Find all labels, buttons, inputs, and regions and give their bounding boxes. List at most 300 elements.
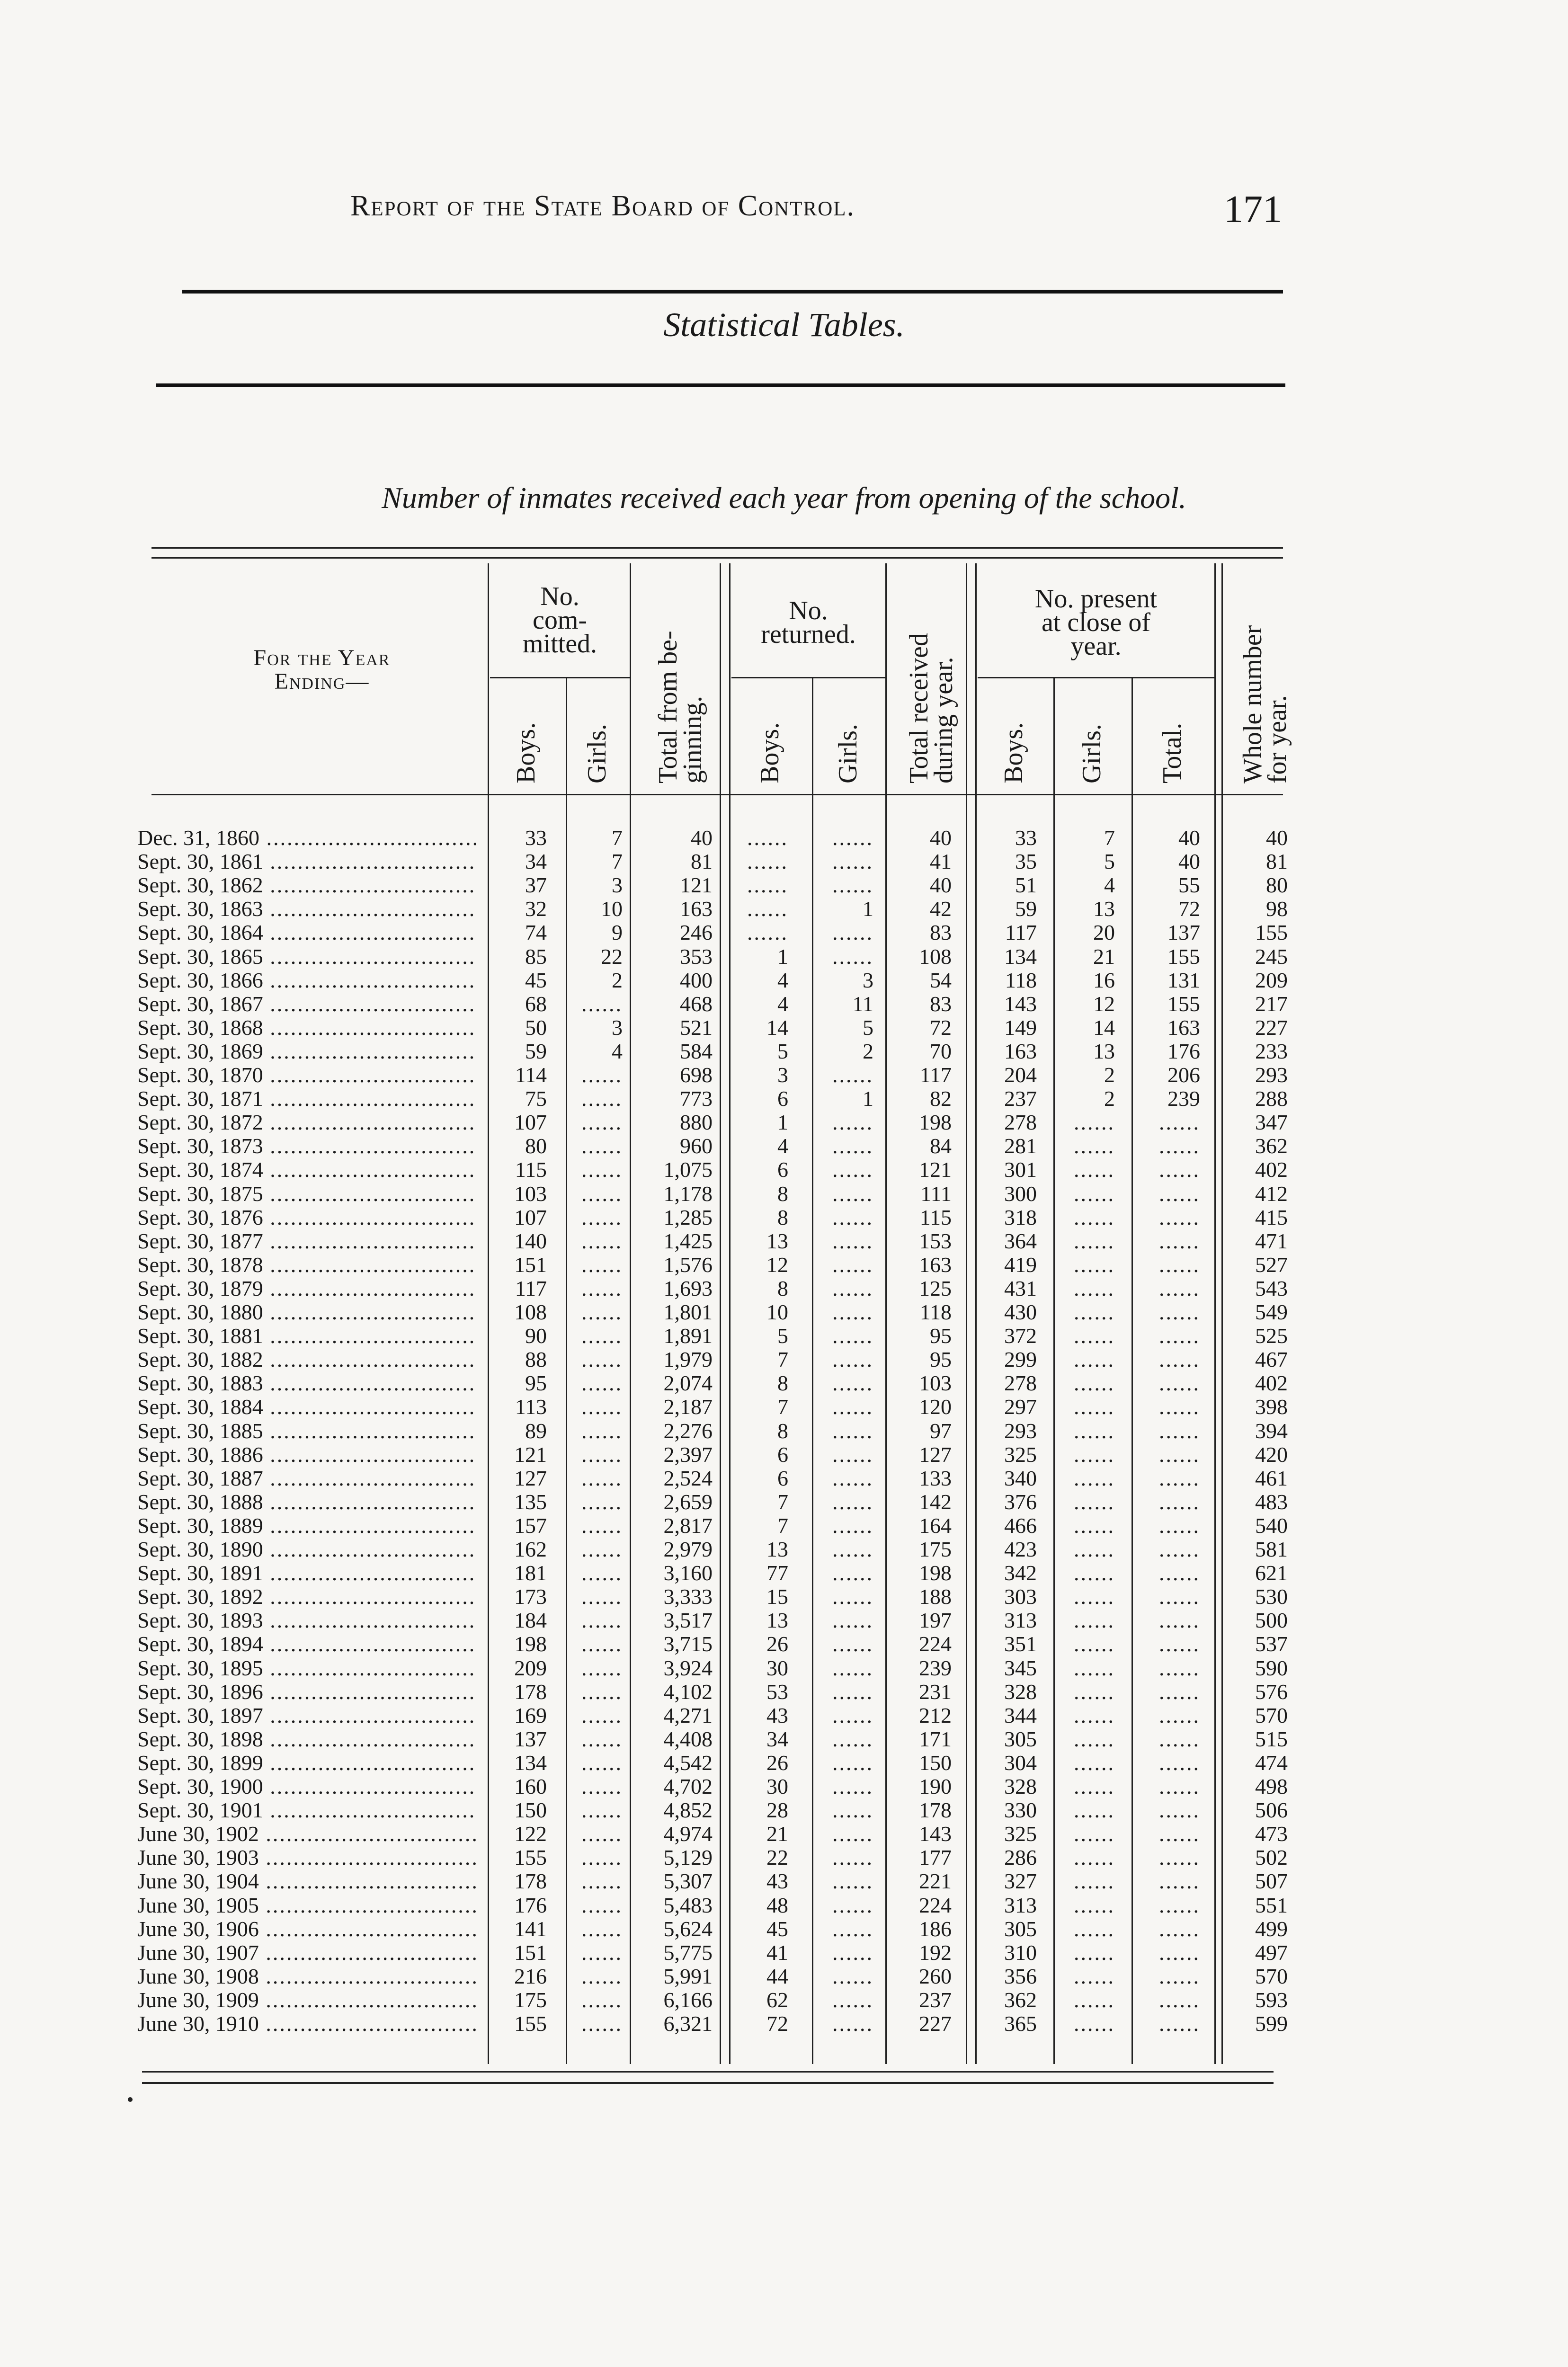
cell-whole-number: 581 bbox=[1255, 1537, 1288, 1561]
cell-committed-boys: 181 bbox=[514, 1561, 547, 1585]
cell-committed-girls: ...... bbox=[581, 1822, 623, 1846]
table-row bbox=[0, 1277, 1568, 1300]
cell-committed-boys: 107 bbox=[514, 1110, 547, 1135]
cell-returned-boys: 5 bbox=[777, 1039, 788, 1063]
cell-committed-boys: 90 bbox=[525, 1324, 547, 1348]
table-row bbox=[0, 1894, 1568, 1917]
cell-present-total: ...... bbox=[1159, 1822, 1200, 1846]
cell-present-girls: ...... bbox=[1074, 1774, 1115, 1798]
cell-committed-boys: 175 bbox=[514, 1987, 547, 2012]
cell-committed-boys: 121 bbox=[514, 1442, 547, 1467]
cell-present-boys: 303 bbox=[1004, 1584, 1037, 1609]
cell-returned-girls: ...... bbox=[832, 1324, 873, 1348]
cell-committed-girls: ...... bbox=[581, 1300, 623, 1324]
cell-present-total: 131 bbox=[1167, 968, 1200, 992]
cell-present-total: ...... bbox=[1159, 1561, 1200, 1585]
cell-whole-number: 155 bbox=[1255, 920, 1288, 945]
cell-committed-girls: ...... bbox=[581, 1181, 623, 1206]
table-row bbox=[0, 1134, 1568, 1158]
cell-year-ending: Sept. 30, 1872 ..... bbox=[137, 1111, 476, 1134]
cell-returned-boys: 6 bbox=[777, 1086, 788, 1111]
cell-present-boys: 327 bbox=[1004, 1869, 1037, 1894]
cell-year-ending: Sept. 30, 1881 ..... bbox=[137, 1324, 476, 1348]
table-row bbox=[0, 1561, 1568, 1585]
header-whole-line1: Whole number bbox=[1238, 625, 1267, 783]
header-committed-boys: Boys. bbox=[511, 722, 541, 783]
cell-present-total: ...... bbox=[1159, 1869, 1200, 1894]
cell-present-girls: ...... bbox=[1074, 1228, 1115, 1253]
cell-returned-girls: ...... bbox=[832, 1655, 873, 1680]
cell-whole-number: 40 bbox=[1266, 826, 1288, 850]
cell-present-girls: ...... bbox=[1074, 1157, 1115, 1182]
cell-present-total: ...... bbox=[1159, 1774, 1200, 1798]
cell-committed-girls: 4 bbox=[612, 1039, 623, 1063]
header-part-3: State Board of Control. bbox=[534, 190, 855, 222]
cell-returned-girls: ...... bbox=[832, 1181, 873, 1206]
cell-present-girls: ...... bbox=[1074, 1940, 1115, 1965]
cell-returned-boys: 62 bbox=[766, 1987, 788, 2012]
cell-present-total: ...... bbox=[1159, 1537, 1200, 1561]
cell-year-ending: June 30, 1902 ..... bbox=[137, 1822, 476, 1846]
table-row bbox=[0, 1040, 1568, 1063]
cell-year-ending: June 30, 1903 ..... bbox=[137, 1846, 476, 1869]
cell-year-ending: Sept. 30, 1865 ..... bbox=[137, 945, 476, 969]
cell-returned-boys: 21 bbox=[766, 1822, 788, 1846]
cell-present-girls: ...... bbox=[1074, 1987, 1115, 2012]
cell-whole-number: 362 bbox=[1255, 1134, 1288, 1158]
table-row bbox=[0, 1395, 1568, 1419]
cell-present-girls: ...... bbox=[1074, 1822, 1115, 1846]
header-total-received-line2: during year. bbox=[929, 657, 958, 783]
cell-year-ending: Sept. 30, 1879 ..... bbox=[137, 1277, 476, 1300]
cell-present-boys: 59 bbox=[1015, 897, 1037, 921]
cell-present-girls: ...... bbox=[1074, 1561, 1115, 1585]
cell-present-boys: 313 bbox=[1004, 1893, 1037, 1917]
cell-present-boys: 118 bbox=[1005, 968, 1037, 992]
cell-committed-girls: ...... bbox=[581, 1489, 623, 1514]
cell-committed-girls: ...... bbox=[581, 1655, 623, 1680]
returned-subrule bbox=[731, 677, 885, 678]
page-number: 171 bbox=[1224, 187, 1282, 231]
cell-total-from-beginning: 880 bbox=[680, 1110, 713, 1135]
cell-returned-girls: ...... bbox=[832, 1371, 873, 1396]
header-returned-boys: Boys. bbox=[755, 722, 784, 783]
cell-committed-boys: 127 bbox=[514, 1466, 547, 1490]
cell-total-from-beginning: 1,576 bbox=[663, 1252, 713, 1277]
table-row bbox=[0, 1490, 1568, 1514]
cell-present-girls: ...... bbox=[1074, 1655, 1115, 1680]
cell-whole-number: 537 bbox=[1255, 1632, 1288, 1656]
cell-year-ending: Sept. 30, 1861 ..... bbox=[137, 850, 476, 873]
cell-committed-girls: 10 bbox=[601, 897, 623, 921]
cell-committed-girls: ...... bbox=[581, 1561, 623, 1585]
cell-total-received: 197 bbox=[919, 1608, 952, 1633]
cell-present-boys: 325 bbox=[1004, 1442, 1037, 1467]
cell-total-received: 41 bbox=[930, 849, 952, 874]
cell-committed-boys: 151 bbox=[514, 1252, 547, 1277]
cell-total-from-beginning: 3,715 bbox=[663, 1632, 713, 1656]
cell-present-total: 72 bbox=[1178, 897, 1200, 921]
cell-total-from-beginning: 2,397 bbox=[663, 1442, 713, 1467]
cell-committed-girls: ...... bbox=[581, 1276, 623, 1300]
cell-present-total: ...... bbox=[1159, 1679, 1200, 1704]
cell-present-total: ...... bbox=[1159, 1252, 1200, 1277]
cell-returned-girls: ...... bbox=[832, 1798, 873, 1823]
cell-returned-boys: 8 bbox=[777, 1181, 788, 1206]
header-committed-line2: com- bbox=[532, 605, 588, 635]
cell-whole-number: 412 bbox=[1255, 1181, 1288, 1206]
cell-total-received: 84 bbox=[930, 1134, 952, 1158]
cell-total-from-beginning: 5,991 bbox=[663, 1964, 713, 1988]
cell-returned-boys: 48 bbox=[766, 1893, 788, 1917]
cell-committed-girls: ...... bbox=[581, 1726, 623, 1751]
cell-total-from-beginning: 960 bbox=[680, 1134, 713, 1158]
cell-total-received: 125 bbox=[919, 1276, 952, 1300]
cell-committed-girls: ...... bbox=[581, 1371, 623, 1396]
cell-total-received: 127 bbox=[919, 1442, 952, 1467]
table-row bbox=[0, 1585, 1568, 1609]
header-present-line2: at close of bbox=[1041, 608, 1151, 637]
cell-total-received: 221 bbox=[919, 1869, 952, 1894]
cell-whole-number: 540 bbox=[1255, 1513, 1288, 1538]
cell-year-ending: June 30, 1907 ..... bbox=[137, 1941, 476, 1965]
header-total-received bbox=[904, 633, 958, 783]
cell-committed-boys: 45 bbox=[525, 968, 547, 992]
committed-subrule bbox=[490, 677, 630, 678]
cell-whole-number: 570 bbox=[1255, 1964, 1288, 1988]
cell-returned-boys: 45 bbox=[766, 1916, 788, 1941]
header-total-from-beginning bbox=[653, 631, 707, 783]
cell-returned-girls: ...... bbox=[832, 1845, 873, 1870]
cell-committed-girls: ...... bbox=[581, 1063, 623, 1087]
section-rule bbox=[156, 383, 1285, 387]
cell-present-total: 176 bbox=[1167, 1039, 1200, 1063]
cell-total-from-beginning: 246 bbox=[680, 920, 713, 945]
cell-total-from-beginning: 4,271 bbox=[663, 1703, 713, 1727]
table-row bbox=[0, 921, 1568, 944]
cell-present-total: ...... bbox=[1159, 1632, 1200, 1656]
cell-present-boys: 237 bbox=[1004, 1086, 1037, 1111]
cell-total-from-beginning: 3,333 bbox=[663, 1584, 713, 1609]
cell-returned-boys: 6 bbox=[777, 1442, 788, 1467]
cell-year-ending: Sept. 30, 1890 ..... bbox=[137, 1538, 476, 1561]
cell-whole-number: 502 bbox=[1255, 1845, 1288, 1870]
cell-year-ending: Sept. 30, 1874 ..... bbox=[137, 1158, 476, 1182]
cell-committed-girls: ...... bbox=[581, 1632, 623, 1656]
cell-returned-girls: ...... bbox=[832, 1584, 873, 1609]
cell-whole-number: 245 bbox=[1255, 944, 1288, 969]
cell-returned-girls: ...... bbox=[832, 1964, 873, 1988]
cell-year-ending: Sept. 30, 1864 ..... bbox=[137, 921, 476, 944]
cell-present-total: ...... bbox=[1159, 1371, 1200, 1396]
cell-returned-girls: ...... bbox=[832, 1442, 873, 1467]
cell-committed-boys: 155 bbox=[514, 2011, 547, 2036]
cell-whole-number: 549 bbox=[1255, 1300, 1288, 1324]
cell-returned-boys: 4 bbox=[777, 968, 788, 992]
header-present-line1: No. present bbox=[1034, 584, 1158, 614]
section-title: Statistical Tables. bbox=[663, 306, 905, 344]
cell-present-total: ...... bbox=[1159, 1584, 1200, 1609]
cell-whole-number: 599 bbox=[1255, 2011, 1288, 2036]
cell-total-from-beginning: 6,321 bbox=[663, 2011, 713, 2036]
cell-committed-girls: ...... bbox=[581, 1347, 623, 1372]
table-row bbox=[0, 1727, 1568, 1751]
cell-present-girls: 5 bbox=[1104, 849, 1115, 874]
cell-present-girls: ...... bbox=[1074, 1395, 1115, 1419]
cell-committed-boys: 178 bbox=[514, 1679, 547, 1704]
cell-returned-girls: ...... bbox=[832, 1537, 873, 1561]
cell-year-ending: Sept. 30, 1887 ..... bbox=[137, 1467, 476, 1490]
cell-present-girls: ...... bbox=[1074, 1347, 1115, 1372]
cell-total-from-beginning: 81 bbox=[691, 849, 713, 874]
header-returned-line1: No. bbox=[789, 596, 828, 625]
cell-year-ending: Sept. 30, 1899 ..... bbox=[137, 1751, 476, 1775]
table-row bbox=[0, 1111, 1568, 1134]
table-row bbox=[0, 1751, 1568, 1775]
cell-committed-girls: ...... bbox=[581, 1324, 623, 1348]
cell-present-boys: 466 bbox=[1004, 1513, 1037, 1538]
cell-returned-boys: ...... bbox=[747, 849, 788, 874]
cell-committed-girls: 9 bbox=[612, 920, 623, 945]
cell-total-from-beginning: 6,166 bbox=[663, 1987, 713, 2012]
cell-total-from-beginning: 1,425 bbox=[663, 1228, 713, 1253]
cell-year-ending: Sept. 30, 1898 ..... bbox=[137, 1727, 476, 1751]
cell-total-received: 42 bbox=[930, 897, 952, 921]
cell-whole-number: 576 bbox=[1255, 1679, 1288, 1704]
cell-present-girls: ...... bbox=[1074, 1466, 1115, 1490]
cell-total-from-beginning: 4,408 bbox=[663, 1726, 713, 1751]
cell-total-from-beginning: 163 bbox=[680, 897, 713, 921]
cell-year-ending: Sept. 30, 1889 ..... bbox=[137, 1514, 476, 1538]
cell-total-received: 115 bbox=[919, 1205, 952, 1229]
cell-committed-girls: 22 bbox=[601, 944, 623, 969]
cell-whole-number: 497 bbox=[1255, 1940, 1288, 1965]
cell-year-ending: Sept. 30, 1885 ..... bbox=[137, 1419, 476, 1443]
cell-total-received: 118 bbox=[919, 1300, 952, 1324]
table-row bbox=[0, 1941, 1568, 1965]
header-whole-number bbox=[1240, 625, 1290, 783]
cell-present-boys: 345 bbox=[1004, 1655, 1037, 1680]
cell-present-girls: 2 bbox=[1104, 1086, 1115, 1111]
cell-present-total: ...... bbox=[1159, 1134, 1200, 1158]
cell-returned-girls: ...... bbox=[832, 1228, 873, 1253]
cell-present-boys: 313 bbox=[1004, 1608, 1037, 1633]
cell-total-from-beginning: 2,817 bbox=[663, 1513, 713, 1538]
cell-present-boys: 286 bbox=[1004, 1845, 1037, 1870]
cell-present-boys: 376 bbox=[1004, 1489, 1037, 1514]
cell-committed-girls: ...... bbox=[581, 1110, 623, 1135]
cell-year-ending: Dec. 31, 1860 ..... bbox=[137, 826, 476, 850]
cell-present-boys: 134 bbox=[1004, 944, 1037, 969]
cell-committed-boys: 157 bbox=[514, 1513, 547, 1538]
cell-committed-boys: 108 bbox=[514, 1300, 547, 1324]
cell-whole-number: 420 bbox=[1255, 1442, 1288, 1467]
cell-present-girls: ...... bbox=[1074, 1916, 1115, 1941]
cell-committed-boys: 160 bbox=[514, 1774, 547, 1798]
header-year-line1: For the Year bbox=[253, 645, 391, 670]
cell-total-from-beginning: 584 bbox=[680, 1039, 713, 1063]
table-row bbox=[0, 1775, 1568, 1798]
cell-committed-girls: ...... bbox=[581, 1869, 623, 1894]
cell-total-from-beginning: 353 bbox=[680, 944, 713, 969]
cell-present-boys: 293 bbox=[1004, 1418, 1037, 1443]
cell-present-total: ...... bbox=[1159, 1608, 1200, 1633]
cell-present-girls: ...... bbox=[1074, 2011, 1115, 2036]
running-header bbox=[350, 189, 855, 223]
cell-present-girls: ...... bbox=[1074, 1205, 1115, 1229]
cell-year-ending: Sept. 30, 1867 ..... bbox=[137, 992, 476, 1016]
cell-total-received: 72 bbox=[930, 1015, 952, 1040]
cell-committed-girls: ...... bbox=[581, 1513, 623, 1538]
cell-returned-girls: ...... bbox=[832, 1347, 873, 1372]
cell-present-boys: 281 bbox=[1004, 1134, 1037, 1158]
cell-year-ending: Sept. 30, 1870 ..... bbox=[137, 1063, 476, 1087]
cell-present-boys: 328 bbox=[1004, 1679, 1037, 1704]
cell-total-received: 239 bbox=[919, 1655, 952, 1680]
cell-year-ending: June 30, 1906 ..... bbox=[137, 1917, 476, 1941]
cell-committed-boys: 176 bbox=[514, 1893, 547, 1917]
cell-returned-girls: ...... bbox=[832, 1822, 873, 1846]
header-returned-line2: returned. bbox=[761, 620, 856, 649]
cell-committed-boys: 162 bbox=[514, 1537, 547, 1561]
table-row bbox=[0, 1443, 1568, 1467]
cell-committed-girls: ...... bbox=[581, 1418, 623, 1443]
cell-year-ending: Sept. 30, 1893 ..... bbox=[137, 1609, 476, 1632]
table-row bbox=[0, 1182, 1568, 1206]
cell-total-received: 83 bbox=[930, 920, 952, 945]
table-bottom-rule bbox=[142, 2071, 1274, 2073]
cell-whole-number: 471 bbox=[1255, 1228, 1288, 1253]
cell-whole-number: 507 bbox=[1255, 1869, 1288, 1894]
cell-present-boys: 300 bbox=[1004, 1181, 1037, 1206]
cell-present-total: ...... bbox=[1159, 1157, 1200, 1182]
cell-total-received: 224 bbox=[919, 1893, 952, 1917]
table-row bbox=[0, 1253, 1568, 1277]
cell-total-from-beginning: 3,160 bbox=[663, 1561, 713, 1585]
cell-year-ending: June 30, 1904 ..... bbox=[137, 1869, 476, 1893]
cell-committed-boys: 113 bbox=[515, 1395, 547, 1419]
cell-total-received: 111 bbox=[920, 1181, 952, 1206]
cell-returned-boys: 14 bbox=[766, 1015, 788, 1040]
cell-committed-boys: 150 bbox=[514, 1798, 547, 1823]
cell-returned-girls: 5 bbox=[863, 1015, 873, 1040]
cell-present-girls: ...... bbox=[1074, 1726, 1115, 1751]
cell-present-boys: 297 bbox=[1004, 1395, 1037, 1419]
cell-present-total: ...... bbox=[1159, 1893, 1200, 1917]
header-committed-line3: mitted. bbox=[522, 629, 597, 658]
cell-present-boys: 344 bbox=[1004, 1703, 1037, 1727]
cell-returned-boys: 1 bbox=[777, 944, 788, 969]
cell-total-from-beginning: 40 bbox=[691, 826, 713, 850]
cell-total-received: 212 bbox=[919, 1703, 952, 1727]
cell-returned-boys: 13 bbox=[766, 1537, 788, 1561]
cell-returned-girls: ...... bbox=[832, 1632, 873, 1656]
cell-total-from-beginning: 521 bbox=[680, 1015, 713, 1040]
cell-present-girls: ...... bbox=[1074, 1371, 1115, 1396]
cell-present-total: 239 bbox=[1167, 1086, 1200, 1111]
cell-total-received: 198 bbox=[919, 1561, 952, 1585]
header-present bbox=[978, 584, 1214, 661]
cell-returned-boys: 7 bbox=[777, 1347, 788, 1372]
cell-present-total: ...... bbox=[1159, 1940, 1200, 1965]
cell-committed-boys: 50 bbox=[525, 1015, 547, 1040]
cell-present-girls: ...... bbox=[1074, 1798, 1115, 1823]
cell-whole-number: 209 bbox=[1255, 968, 1288, 992]
cell-committed-boys: 134 bbox=[514, 1750, 547, 1775]
cell-returned-boys: ...... bbox=[747, 897, 788, 921]
cell-present-total: 137 bbox=[1167, 920, 1200, 945]
cell-present-boys: 117 bbox=[1005, 920, 1037, 945]
cell-whole-number: 551 bbox=[1255, 1893, 1288, 1917]
cell-total-received: 190 bbox=[919, 1774, 952, 1798]
cell-year-ending: Sept. 30, 1863 ..... bbox=[137, 897, 476, 921]
cell-present-girls: 12 bbox=[1093, 991, 1115, 1016]
cell-year-ending: Sept. 30, 1873 ..... bbox=[137, 1134, 476, 1158]
cell-present-girls: ...... bbox=[1074, 1703, 1115, 1727]
header-present-line3: year. bbox=[1070, 632, 1122, 661]
cell-committed-boys: 122 bbox=[514, 1822, 547, 1846]
cell-present-total: ...... bbox=[1159, 1964, 1200, 1988]
cell-year-ending: Sept. 30, 1896 ..... bbox=[137, 1680, 476, 1704]
cell-total-received: 150 bbox=[919, 1750, 952, 1775]
cell-year-ending: Sept. 30, 1888 ..... bbox=[137, 1490, 476, 1514]
header-total-from-line2: ginning. bbox=[678, 695, 707, 783]
cell-year-ending: June 30, 1910 ..... bbox=[137, 2012, 476, 2036]
cell-returned-girls: ...... bbox=[832, 1703, 873, 1727]
cell-committed-boys: 88 bbox=[525, 1347, 547, 1372]
cell-present-total: ...... bbox=[1159, 1750, 1200, 1775]
cell-total-received: 224 bbox=[919, 1632, 952, 1656]
cell-whole-number: 621 bbox=[1255, 1561, 1288, 1585]
cell-committed-girls: 3 bbox=[612, 1015, 623, 1040]
cell-present-total: ...... bbox=[1159, 1987, 1200, 2012]
cell-whole-number: 347 bbox=[1255, 1110, 1288, 1135]
cell-present-girls: 14 bbox=[1093, 1015, 1115, 1040]
table-row bbox=[0, 826, 1568, 850]
cell-whole-number: 98 bbox=[1266, 897, 1288, 921]
cell-returned-boys: 28 bbox=[766, 1798, 788, 1823]
cell-present-girls: ...... bbox=[1074, 1608, 1115, 1633]
cell-total-from-beginning: 4,702 bbox=[663, 1774, 713, 1798]
cell-total-received: 237 bbox=[919, 1987, 952, 2012]
cell-returned-girls: ...... bbox=[832, 1987, 873, 2012]
header-part-2: the bbox=[483, 190, 526, 222]
cell-total-received: 103 bbox=[919, 1371, 952, 1396]
header-returned bbox=[731, 596, 885, 649]
cell-total-from-beginning: 1,891 bbox=[663, 1324, 713, 1348]
cell-committed-girls: ...... bbox=[581, 1442, 623, 1467]
header-committed-line1: No. bbox=[540, 582, 579, 611]
cell-total-from-beginning: 1,801 bbox=[663, 1300, 713, 1324]
cell-total-from-beginning: 2,276 bbox=[663, 1418, 713, 1443]
cell-committed-girls: ...... bbox=[581, 1228, 623, 1253]
cell-total-received: 260 bbox=[919, 1964, 952, 1988]
cell-returned-girls: ...... bbox=[832, 1110, 873, 1135]
cell-year-ending: Sept. 30, 1880 ..... bbox=[137, 1300, 476, 1324]
cell-committed-girls: ...... bbox=[581, 1916, 623, 1941]
cell-present-boys: 143 bbox=[1004, 991, 1037, 1016]
table-row bbox=[0, 1300, 1568, 1324]
cell-whole-number: 515 bbox=[1255, 1726, 1288, 1751]
cell-returned-girls: ...... bbox=[832, 1300, 873, 1324]
table-row bbox=[0, 2012, 1568, 2036]
cell-returned-boys: 13 bbox=[766, 1608, 788, 1633]
cell-returned-boys: 1 bbox=[777, 1110, 788, 1135]
cell-committed-boys: 173 bbox=[514, 1584, 547, 1609]
cell-present-boys: 204 bbox=[1004, 1063, 1037, 1087]
cell-returned-girls: ...... bbox=[832, 1418, 873, 1443]
cell-present-total: ...... bbox=[1159, 1205, 1200, 1229]
